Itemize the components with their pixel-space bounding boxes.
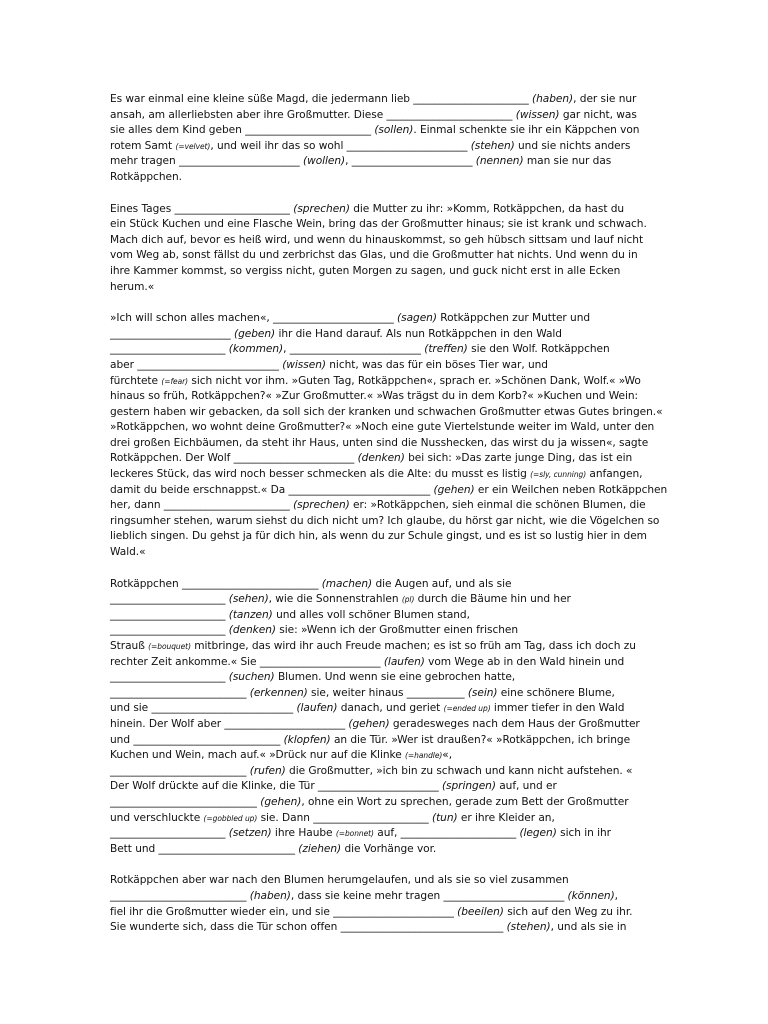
verb-hint: (denken) [357, 452, 405, 465]
text-line [110, 873, 658, 889]
line-text: und sie nichts anders [514, 139, 631, 152]
verb-hint: (nennen) [475, 155, 524, 168]
vocab-note: (=bouquet) [148, 642, 191, 651]
line-text: . Einmal schenkte sie ihr ein Käppchen von [413, 124, 640, 137]
verb-hint: (ziehen) [298, 842, 342, 855]
verb-hint: (stehen) [470, 139, 515, 152]
line-text: Mach dich auf, bevor es heiß wird, und wenn du hinauskommst, so geh hübsch sittsam und lauf nicht [110, 233, 644, 246]
text-line [110, 405, 663, 421]
verb-hint: (geben) [234, 327, 276, 340]
text-line [110, 202, 658, 218]
line-text: die Vorhänge vor. [341, 842, 437, 855]
text-line [110, 498, 658, 514]
line-text: her, dann ________________________ [110, 499, 294, 512]
text-line [110, 545, 658, 561]
line-text: geradesweges nach dem Haus der Großmutter [389, 717, 640, 730]
line-text: mitbringe, das wird ihr auch Freude machen; es ist so früh am Tag, dass ich doch zu [190, 640, 636, 652]
line-text: Strauß [110, 640, 149, 652]
text-line [110, 327, 658, 343]
verb-hint: (sein) [467, 686, 498, 699]
line-text: ihre Kammer kommst, so vergiss nicht, guten Morgen zu sagen, und guck nicht erst in alle Ecken [110, 264, 621, 277]
line-text: auf, ______________________ [373, 827, 520, 840]
verb-hint: (sagen) [397, 312, 437, 325]
line-text: , wie die Sonnenstrahlen [268, 593, 402, 606]
text-line [110, 154, 658, 170]
line-text: bei sich: »Das zarte junge Ding, das ist ein [404, 452, 633, 465]
line-text: ein Stück Kuchen und eine Flasche Wein, bring das der Großmutter hinaus; sie ist krank und schwach. [110, 218, 647, 231]
verb-hint: (laufen) [383, 655, 425, 668]
text-line [110, 170, 658, 186]
text-line [110, 123, 658, 139]
line-text: ihre Haube [271, 827, 336, 840]
line-text: Kuchen und Wein, mach auf.« »Drück nur auf die Klinke [110, 749, 406, 762]
line-text: sie, weiter hinaus ___________ [307, 686, 468, 699]
text-line [110, 733, 658, 749]
line-text: sie den Wolf. Rotkäppchen [467, 343, 610, 356]
story-paragraph [110, 92, 658, 186]
verb-hint: (legen) [519, 827, 557, 840]
line-text: «, [442, 749, 453, 762]
line-text: Der Wolf drückte auf die Klinke, die Tür _______________________ [110, 780, 442, 793]
text-line [110, 655, 658, 671]
text-line [110, 826, 658, 842]
verb-hint: (rufen) [249, 764, 286, 777]
verb-hint: (können) [567, 889, 615, 902]
verb-hint: (sehen) [228, 593, 269, 606]
line-text: , [614, 889, 618, 902]
line-text: und alles voll schöner Blumen stand, [272, 608, 470, 621]
story-paragraph [110, 202, 658, 296]
line-text: ringsumher stehen, warum siehst du dich nicht um? Ich glaube, du hörst gar nicht, wie die Vögelchen so [110, 514, 660, 527]
line-text: __________________________ [110, 889, 250, 902]
line-text: Es war einmal eine kleine süße Magd, die jedermann lieb ______________________ [110, 93, 533, 105]
line-text: ______________________ [110, 671, 229, 684]
text-line [110, 467, 658, 483]
story-paragraph [110, 311, 668, 561]
line-text: __________________________ [110, 764, 250, 777]
line-text: nicht, was das für ein böses Tier war, und [325, 358, 548, 371]
line-text: ______________________ [110, 343, 229, 356]
line-text: hinaus so früh, Rotkäppchen?« »Zur Großmutter.« »Was trägst du in dem Korb?« »Kuchen und Wein: [110, 390, 639, 403]
line-text: sich in ihr [556, 827, 611, 840]
line-text: »Rotkäppchen, wo wohnt deine Großmutter?« »Noch eine gute Viertelstunde weiter im Wald, unter den [110, 421, 655, 434]
text-line [110, 248, 658, 264]
line-text: hinein. Der Wolf aber _______________________ [110, 717, 349, 730]
text-line [110, 389, 658, 405]
line-text: Wald.« [110, 546, 146, 559]
verb-hint: (setzen) [228, 827, 272, 840]
line-text: die Großmutter, »ich bin zu schwach und kann nicht aufstehen. « [285, 764, 633, 777]
text-line [110, 311, 658, 327]
line-text: sie. Dann ______________________ [257, 811, 432, 824]
verb-hint: (erkennen) [249, 686, 308, 699]
verb-hint: (gehen) [348, 717, 390, 730]
line-text: , und weil ihr das so wohl _______________________ [210, 139, 471, 152]
line-text: immer tiefer in den Wald [490, 702, 625, 715]
verb-hint: (machen) [321, 577, 373, 590]
line-text: lieblich singen. Du gehst ja für dich hin, als wenn du zur Schule gingst, und es ist so lustig hier in dem [110, 530, 647, 543]
line-text: , _________________________ [283, 343, 425, 356]
line-text: , dass sie keine mehr tragen _______________________ [290, 889, 568, 902]
text-line [110, 108, 658, 124]
line-text: Sie wunderte sich, dass die Tür schon offen _______________________________ [110, 921, 507, 934]
text-line [110, 639, 658, 655]
text-line [110, 905, 658, 921]
line-text: anfangen, [586, 468, 643, 481]
line-text: Rotkäppchen. [110, 170, 182, 183]
line-text: sich nicht vor ihm. »Guten Tag, Rotkäppchen«, sprach er. »Schönen Dank, Wolf.« »Wo [188, 374, 641, 387]
text-line [110, 623, 658, 639]
line-text: fiel ihr die Großmutter wieder ein, und sie _______________________ [110, 905, 458, 918]
line-text: Eines Tages ______________________ [110, 202, 294, 215]
verb-hint: (tun) [431, 811, 458, 824]
verb-hint: (wollen) [303, 155, 346, 168]
text-line [110, 717, 658, 733]
verb-hint: (laufen) [296, 702, 338, 715]
line-text: Rotkäppchen zur Mutter und [436, 312, 591, 325]
verb-hint: (treffen) [424, 343, 468, 356]
line-text: Rotkäppchen aber war nach den Blumen herumgelaufen, und als sie so viel zusammen [110, 874, 569, 887]
worksheet-page [110, 92, 668, 952]
text-line [110, 608, 658, 624]
line-text: durch die Bäume hin und her [414, 593, 571, 606]
line-text: rechter Zeit ankomme.« Sie _______________________ [110, 655, 384, 668]
line-text: aber ___________________________ [110, 358, 283, 371]
verb-hint: (tanzen) [228, 608, 273, 621]
verb-hint: (wissen) [515, 108, 560, 121]
line-text: danach, und geriet [337, 702, 444, 715]
text-line [110, 577, 658, 593]
text-line [110, 889, 658, 905]
line-text: drei großen Eichbäumen, da steht ihr Haus, unten sind die Nusshecken, das wirst du ja wissen«, sagte [110, 436, 649, 449]
vocab-note: (=gobbled up) [203, 813, 258, 823]
line-text: die Mutter zu ihr: »Komm, Rotkäppchen, da hast du [349, 202, 625, 215]
text-line [110, 217, 658, 233]
text-line [110, 264, 658, 280]
line-text: sie alles dem Kind geben ________________________ [110, 124, 375, 137]
text-line [110, 670, 658, 686]
verb-hint: (haben) [532, 93, 574, 105]
text-line [110, 233, 658, 249]
line-text: auf, und er [495, 780, 557, 793]
line-text: , _______________________ [345, 155, 476, 168]
text-line [110, 842, 658, 858]
line-text: an die Tür. »Wer ist draußen?« »Rotkäppchen, ich bringe [330, 733, 631, 746]
verb-hint: (beeilen) [457, 905, 504, 918]
line-text: , ohne ein Wort zu sprechen, gerade zum Bett der Großmutter [301, 795, 629, 808]
text-line [110, 358, 658, 374]
line-text: und verschluckte [110, 811, 204, 824]
story-paragraph [110, 873, 658, 935]
text-line [110, 701, 658, 717]
vocab-note: (pl) [401, 595, 415, 605]
line-text: vom Weg ab, sonst fällst du und zerbrichst das Glas, und die Großmutter hat nichts. Und wenn du in [110, 249, 638, 262]
verb-hint: (haben) [249, 889, 291, 902]
line-text: ______________________ [110, 827, 229, 840]
verb-hint: (wissen) [282, 358, 326, 371]
vocab-note: (=handle) [405, 751, 443, 761]
line-text: ansah, am allerliebsten aber ihre Großmutter. Diese ________________________ [110, 108, 516, 121]
verb-hint: (sollen) [374, 124, 414, 137]
verb-hint: (gehen) [260, 795, 302, 808]
line-text: Bett und __________________________ [110, 842, 299, 855]
text-line [110, 451, 658, 467]
line-text: vom Wege ab in den Wald hinein und [424, 655, 625, 668]
verb-hint: (sprechen) [293, 499, 350, 512]
text-line [110, 748, 658, 764]
verb-hint: (kommen) [228, 343, 284, 356]
text-line [110, 920, 658, 936]
line-text: rotem Samt [110, 139, 176, 152]
line-text: eine schönere Blume, [497, 686, 615, 699]
text-line [110, 592, 658, 608]
text-line [110, 374, 658, 390]
verb-hint: (denken) [228, 624, 276, 637]
verb-hint: (springen) [441, 780, 496, 793]
text-line [110, 92, 658, 108]
line-text: und ____________________________ [110, 733, 284, 746]
line-text: man sie nur das [523, 155, 612, 168]
line-text: sie: »Wenn ich der Großmutter einen frischen [275, 624, 519, 637]
line-text: ______________________ [110, 608, 229, 621]
line-text: __________________________ [110, 686, 250, 699]
line-text: gestern haben wir gebacken, da soll sich der kranken und schwachen Großmutter etwas Gutes bringen.« [110, 405, 663, 418]
line-text: leckeres Stück, das wird noch besser schmecken als die Alte: du musst es listig [110, 468, 531, 481]
line-text: _______________________ [110, 327, 234, 340]
line-text: ____________________________ [110, 795, 261, 808]
text-line [110, 420, 658, 436]
verb-hint: (sprechen) [293, 202, 350, 215]
line-text: er ein Weilchen neben Rotkäppchen [474, 483, 668, 496]
line-text: fürchtete [110, 374, 162, 387]
line-text: ______________________ [110, 624, 229, 637]
text-line [110, 342, 658, 358]
text-line [110, 280, 658, 296]
vocab-note: (=bonnet) [335, 829, 374, 839]
text-line [110, 529, 658, 545]
line-text: ______________________ [110, 593, 229, 606]
story-paragraph [110, 577, 658, 858]
verb-hint: (stehen) [506, 921, 551, 934]
text-line [110, 139, 658, 155]
line-text: herum.« [110, 280, 155, 293]
vocab-note: (=fear) [161, 376, 189, 386]
line-text: Rotkäppchen. Der Wolf _______________________ [110, 452, 358, 465]
vocab-note: (=velvet) [175, 141, 211, 151]
text-line [110, 686, 658, 702]
text-line [110, 764, 658, 780]
line-text: , der sie nur [573, 93, 637, 105]
line-text: »Ich will schon alles machen«, _______________________ [110, 312, 398, 325]
line-text: die Augen auf, und als sie [372, 577, 512, 590]
text-line [110, 436, 658, 452]
line-text: und sie ___________________________ [110, 702, 297, 715]
text-line [110, 483, 668, 499]
verb-hint: (klopfen) [283, 733, 331, 746]
line-text: ihr die Hand darauf. Als nun Rotkäppchen in den Wald [275, 327, 562, 340]
line-text: sich auf den Weg zu ihr. [503, 905, 633, 918]
text-line [110, 811, 658, 827]
line-text: gar nicht, was [559, 108, 637, 121]
text-line [110, 514, 658, 530]
verb-hint: (gehen) [433, 483, 475, 496]
vocab-note: (=ended up) [443, 704, 491, 714]
line-text: , und als sie in [550, 921, 627, 934]
line-text: Rotkäppchen __________________________ [110, 577, 322, 590]
line-text: Blumen. Und wenn sie eine gebrochen hatte, [274, 671, 516, 684]
line-text: er: »Rotkäppchen, sieh einmal die schönen Blumen, die [349, 499, 646, 512]
line-text: er ihre Kleider an, [457, 811, 555, 824]
line-text: mehr tragen _______________________ [110, 155, 303, 168]
text-line [110, 779, 658, 795]
verb-hint: (suchen) [228, 671, 275, 684]
vocab-note: (=sly, cunning) [530, 470, 587, 480]
line-text: damit du beide erschnappst.« Da ___________________________ [110, 483, 434, 496]
text-line [110, 795, 658, 811]
